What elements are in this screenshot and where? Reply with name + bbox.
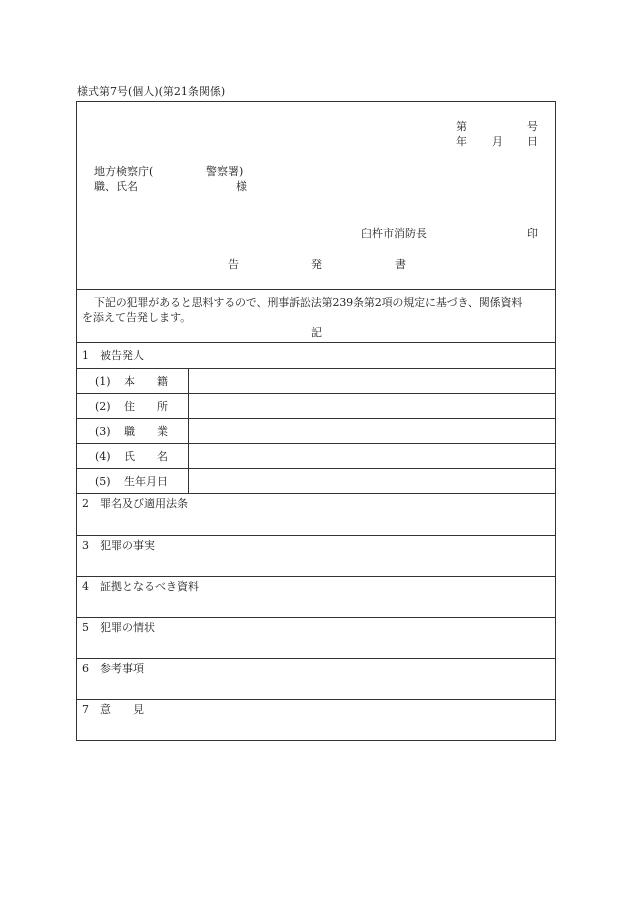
divider-s1 — [77, 368, 555, 369]
divider-body — [77, 342, 555, 343]
divider-row-1 — [77, 393, 555, 394]
divider-row-2 — [77, 418, 555, 419]
divider-row-4 — [77, 468, 555, 469]
date-month: 月 — [492, 135, 503, 148]
section-7-heading: 7 意 見 — [82, 703, 144, 716]
seal-mark: 印 — [527, 227, 538, 240]
doc-title-char-1: 告 — [228, 258, 239, 271]
doc-title-char-2: 発 — [311, 258, 322, 271]
number-go: 号 — [527, 120, 538, 133]
date-day: 日 — [527, 135, 538, 148]
sender-title: 臼杵市消防長 — [361, 227, 427, 240]
number-dai: 第 — [456, 120, 467, 133]
section-1-heading: 1 被告発人 — [82, 349, 144, 362]
item-label-birthdate: 生年月日 — [124, 475, 168, 488]
item-number: (1) — [95, 375, 111, 388]
form-frame — [76, 101, 556, 741]
date-year: 年 — [456, 135, 467, 148]
divider-row-5 — [77, 493, 555, 494]
addressee-office: 地方検察庁( — [94, 165, 154, 178]
statement-line-2: を添えて告発します。 — [82, 311, 192, 324]
doc-title-char-3: 書 — [395, 258, 406, 271]
item-number: (5) — [95, 475, 111, 488]
item-label-shokugyo: 職 業 — [124, 425, 168, 438]
item-label-shimei: 氏 名 — [124, 450, 168, 463]
item-number: (3) — [95, 425, 111, 438]
ki-label: 記 — [311, 326, 322, 339]
divider-s6 — [77, 699, 555, 700]
section-4-heading: 4 証拠となるべき資料 — [82, 580, 199, 593]
section-2-heading: 2 罪名及び適用法条 — [82, 497, 188, 510]
divider-s3 — [77, 576, 555, 577]
form-title: 様式第7号(個人)(第21条関係) — [77, 85, 226, 98]
subtable-column-divider — [188, 368, 189, 493]
section-5-heading: 5 犯罪の情状 — [82, 621, 155, 634]
addressee-name-label: 職、氏名 — [94, 180, 138, 193]
item-label-jusho: 住 所 — [124, 400, 168, 413]
section-6-heading: 6 参考事項 — [82, 662, 144, 675]
item-number: (2) — [95, 400, 111, 413]
addressee-police: 警察署) — [206, 165, 244, 178]
statement-line-1: 下記の犯罪があると思料するので、刑事訴訟法第239条第2項の規定に基づき、関係資料 — [94, 296, 523, 309]
divider-s2 — [77, 535, 555, 536]
addressee-honorific: 様 — [236, 180, 247, 193]
section-3-heading: 3 犯罪の事実 — [82, 539, 155, 552]
divider-row-3 — [77, 443, 555, 444]
divider-s4 — [77, 617, 555, 618]
item-label-honseki: 本 籍 — [124, 375, 168, 388]
divider-header — [77, 289, 555, 290]
item-number: (4) — [95, 450, 111, 463]
divider-s5 — [77, 658, 555, 659]
